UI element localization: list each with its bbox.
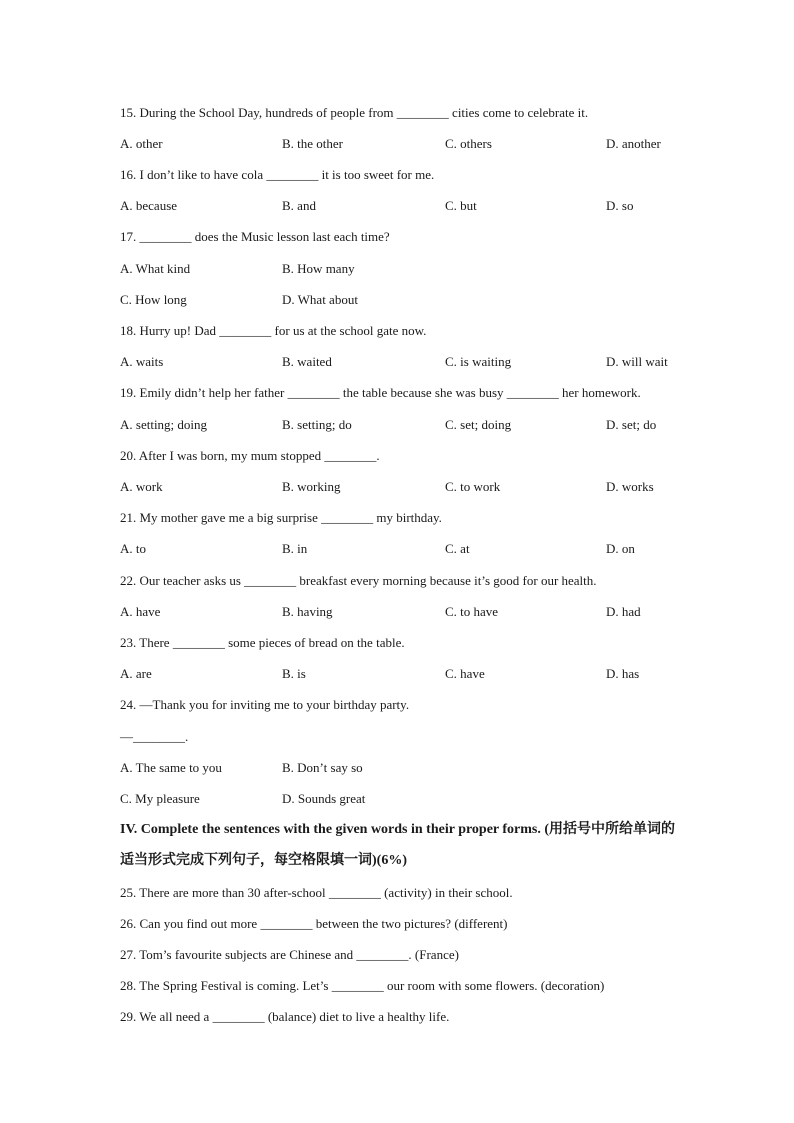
option-d: D. had [606,604,641,619]
question-20: 20. After I was born, my mum stopped ________. [120,448,380,463]
option-a: A. other [120,136,163,151]
option-c: C. is waiting [445,354,512,369]
question-17-options-row1 [120,261,680,277]
option-a: A. to [120,541,146,556]
option-a: A. because [120,198,178,213]
question-17: 17. ________ does the Music lesson last each time? [120,229,390,244]
option-a: A. The same to you [120,760,222,775]
fill-item-26: 26. Can you find out more ________ between the two pictures? (different) [120,916,508,931]
question-17-options-row2 [120,292,680,308]
option-a: A. setting; doing [120,417,208,432]
option-c: C. to work [445,479,501,494]
option-a: A. have [120,604,161,619]
question-16-options [120,198,680,214]
question-21-options [120,541,680,557]
option-d: D. will wait [606,354,668,369]
option-d: D. on [606,541,635,556]
question-15-options [120,136,680,152]
option-b: B. How many [282,261,355,276]
option-b: B. waited [282,354,332,369]
question-24-options-row2 [120,791,680,807]
option-b: B. in [282,541,308,556]
section-heading: IV. Complete the sentences with the given words in their proper forms. (用括号中所给单词的适当形式完成下列句子，每空格限填一词)(6%) [120,822,676,868]
option-d: D. works [606,479,654,494]
fill-item-25: 25. There are more than 30 after-school ________ (activity) in their school. [120,885,513,900]
option-b: B. setting; do [282,417,352,432]
question-18-options [120,354,680,370]
question-24-options-row1 [120,760,680,776]
question-16: 16. I don’t like to have cola ________ it is too sweet for me. [120,167,435,182]
option-b: B. and [282,198,316,213]
question-24-reply: —________. [120,729,189,744]
fill-item-29: 29. We all need a ________ (balance) diet to live a healthy life. [120,1009,450,1024]
question-24: 24. —Thank you for inviting me to your birthday party. [120,697,410,712]
option-a: A. are [120,666,152,681]
option-d: D. another [606,136,661,151]
option-a: A. work [120,479,163,494]
option-c: C. How long [120,292,187,307]
fill-item-27: 27. Tom’s favourite subjects are Chinese and ________. (France) [120,947,459,962]
option-c: C. others [445,136,492,151]
option-c: C. to have [445,604,499,619]
option-d: D. set; do [606,417,657,432]
option-c: C. My pleasure [120,791,200,806]
option-c: C. but [445,198,477,213]
option-d: D. What about [282,292,358,307]
option-d: D. has [606,666,640,681]
option-b: B. Don’t say so [282,760,363,775]
option-b: B. having [282,604,333,619]
option-b: B. is [282,666,306,681]
option-a: A. What kind [120,261,191,276]
option-b: B. working [282,479,341,494]
question-22: 22. Our teacher asks us ________ breakfast every morning because it’s good for our health. [120,573,597,588]
question-21: 21. My mother gave me a big surprise ________ my birthday. [120,510,442,525]
question-20-options [120,479,680,495]
question-23: 23. There ________ some pieces of bread on the table. [120,635,405,650]
question-19-options [120,417,680,433]
question-15: 15. During the School Day, hundreds of people from ________ cities come to celebrate it. [120,105,589,120]
option-c: C. at [445,541,470,556]
fill-item-28: 28. The Spring Festival is coming. Let’s ________ our room with some flowers. (decoration) [120,978,605,993]
option-b: B. the other [282,136,344,151]
option-c: C. set; doing [445,417,512,432]
option-d: D. Sounds great [282,791,366,806]
question-22-options [120,604,680,620]
option-a: A. waits [120,354,164,369]
question-19: 19. Emily didn’t help her father ________ the table because she was busy ________ her homework. [120,385,641,400]
option-c: C. have [445,666,485,681]
question-23-options [120,666,680,682]
option-d: D. so [606,198,634,213]
question-18: 18. Hurry up! Dad ________ for us at the school gate now. [120,323,427,338]
